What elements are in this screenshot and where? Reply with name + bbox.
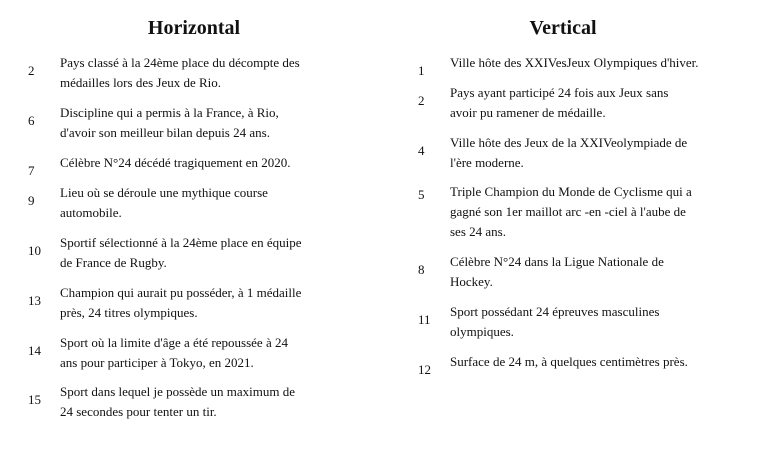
clue-number: 1 — [418, 63, 425, 78]
clue-number: 11 — [418, 312, 431, 327]
clue-line: automobile. — [60, 205, 122, 220]
clue-line: Célèbre N°24 dans la Ligue Nationale de — [450, 254, 664, 269]
clue-number: 13 — [28, 293, 41, 308]
clue-line: médailles lors des Jeux de Rio. — [60, 75, 222, 90]
clue-line: d'avoir son meilleur bilan depuis 24 ans. — [60, 125, 270, 140]
clue-line: l'ère moderne. — [450, 155, 524, 170]
clue-line: Sport possédant 24 épreuves masculines — [450, 304, 660, 319]
vertical-heading: Vertical — [529, 17, 597, 39]
horizontal-heading: Horizontal — [147, 17, 241, 39]
clue-number: 14 — [28, 343, 41, 358]
clue-line: Sport dans lequel je possède un maximum de — [60, 384, 296, 399]
clue-number: 5 — [418, 187, 425, 202]
clue-number: 12 — [418, 362, 431, 377]
clue-number: 15 — [28, 392, 41, 407]
clue-line: de France de Rugby. — [60, 255, 167, 270]
clue-line: Surface de 24 m, à quelques centimètres près. — [450, 354, 688, 369]
clue-line: olympiques. — [450, 324, 514, 339]
clue-number: 7 — [28, 163, 35, 178]
clue-line: 24 secondes pour tenter un tir. — [60, 404, 217, 419]
clue-number: 9 — [28, 193, 35, 208]
clue-line: Sportif sélectionné à la 24ème place en équipe — [60, 235, 302, 250]
clue-line: Lieu où se déroule une mythique course — [60, 185, 268, 200]
clue-number: 6 — [28, 113, 35, 128]
clue-line: Hockey. — [450, 274, 493, 289]
clue-line: Sport où la limite d'âge a été repoussée à 24 — [60, 335, 288, 350]
clue-line: Pays classé à la 24ème place du décompte des — [60, 55, 300, 70]
clue-line: Pays ayant participé 24 fois aux Jeux sans — [450, 85, 669, 100]
clue-line: ses 24 ans. — [450, 224, 506, 239]
clue-number: 2 — [418, 93, 425, 108]
clue-number: 10 — [28, 243, 41, 258]
clue-line: Célèbre N°24 décédé tragiquement en 2020. — [60, 155, 291, 170]
clue-number: 2 — [28, 63, 35, 78]
clue-line: Discipline qui a permis à la France, à Rio, — [60, 105, 279, 120]
clue-line: gagné son 1er maillot arc -en -ciel à l'aube de — [450, 204, 686, 219]
clue-line: Ville hôte des Jeux de la XXIVeolympiade de — [450, 135, 688, 150]
clue-line: ans pour participer à Tokyo, en 2021. — [60, 355, 254, 370]
clue-line: avoir pu ramener de médaille. — [450, 105, 606, 120]
clue-line: Ville hôte des XXIVesJeux Olympiques d'hiver. — [450, 55, 699, 70]
clue-line: près, 24 titres olympiques. — [60, 305, 198, 320]
clue-line: Champion qui aurait pu posséder, à 1 médaille — [60, 285, 302, 300]
clue-line: Triple Champion du Monde de Cyclisme qui a — [450, 184, 692, 199]
clue-number: 4 — [418, 143, 425, 158]
clue-number: 8 — [418, 262, 425, 277]
